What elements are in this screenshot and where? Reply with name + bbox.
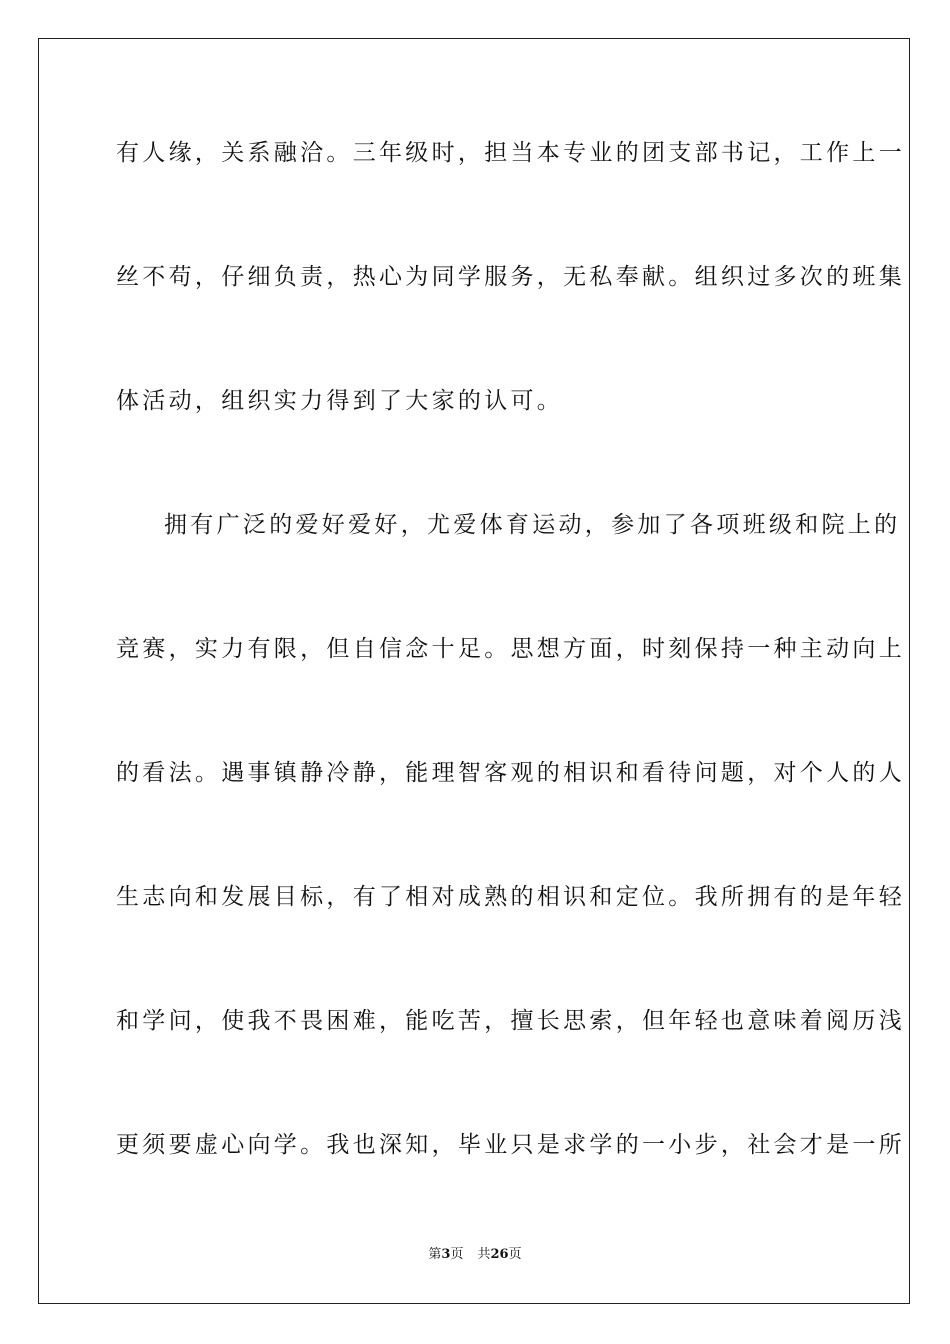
page-footer xyxy=(0,1246,950,1264)
footer-total-pages: 26 xyxy=(490,1247,509,1262)
page-border xyxy=(38,38,910,1304)
text-line-3: 体活动，组织实力得到了大家的认可。 xyxy=(116,388,564,414)
text-line-1: 有人缘，关系融洽。三年级时，担当本专业的团支部书记，工作上一 xyxy=(116,140,905,166)
footer-total-suffix: 页 xyxy=(508,1247,522,1262)
footer-page-prefix: 第 xyxy=(428,1247,442,1262)
footer-page-suffix: 页 xyxy=(450,1247,464,1262)
footer-total-prefix: 共 xyxy=(477,1247,491,1262)
text-line-9: 更须要虚心向学。我也深知，毕业只是求学的一小步，社会才是一所 xyxy=(116,1132,905,1158)
text-line-7: 生志向和发展目标，有了相对成熟的相识和定位。我所拥有的是年轻 xyxy=(116,884,905,910)
text-line-6: 的看法。遇事镇静冷静，能理智客观的相识和看待问题，对个人的人 xyxy=(116,760,905,786)
text-line-4-paragraph-start: 拥有广泛的爱好爱好，尤爱体育运动，参加了各项班级和院上的 xyxy=(164,512,901,538)
text-line-2: 丝不苟，仔细负责，热心为同学服务，无私奉献。组织过多次的班集 xyxy=(116,264,905,290)
text-line-5: 竞赛，实力有限，但自信念十足。思想方面，时刻保持一种主动向上 xyxy=(116,636,905,662)
text-line-8: 和学问，使我不畏困难，能吃苦，擅长思索，但年轻也意味着阅历浅 xyxy=(116,1008,905,1034)
footer-page-number: 3 xyxy=(441,1247,451,1262)
